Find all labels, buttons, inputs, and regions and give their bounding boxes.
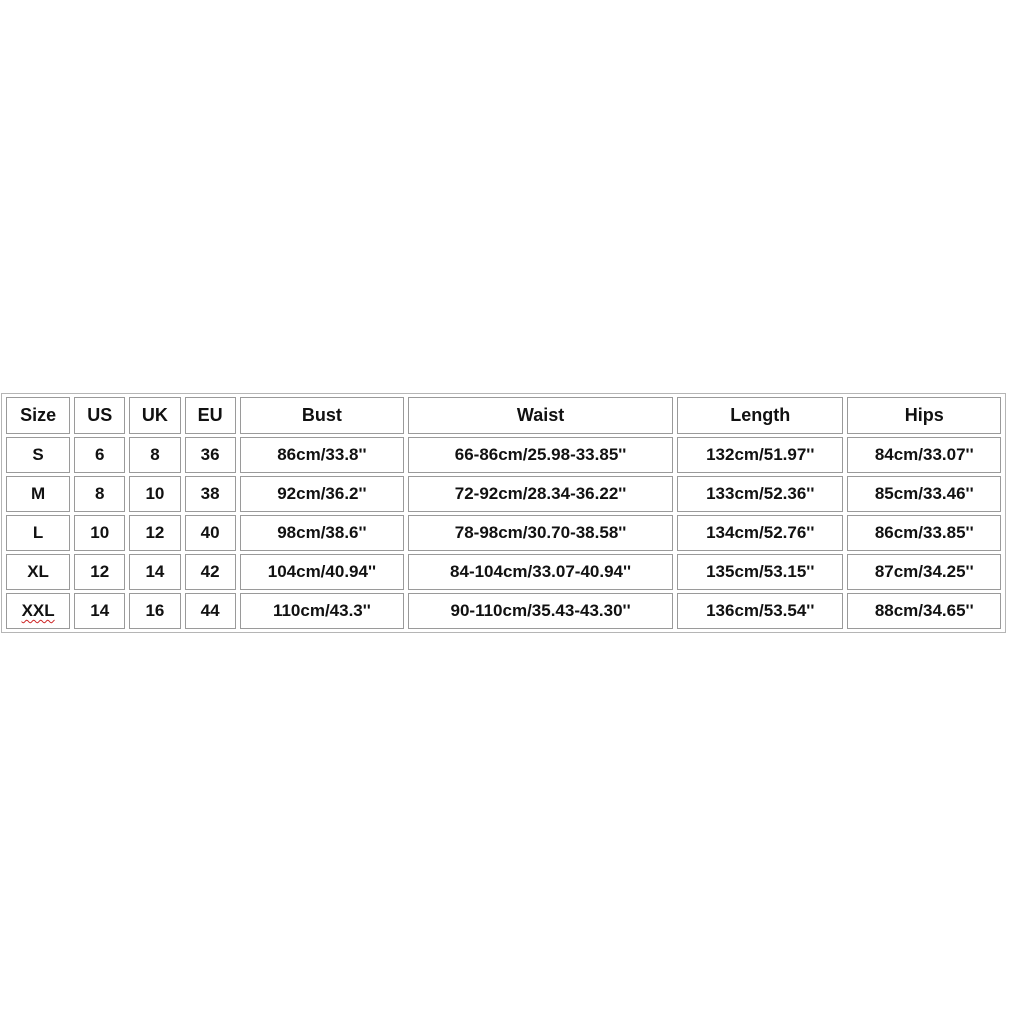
table-row: [6, 437, 1001, 473]
cell-hips: 84cm/33.07'': [847, 437, 1001, 473]
cell-us: 10: [74, 515, 125, 551]
cell-eu: 44: [185, 593, 236, 629]
cell-hips: 86cm/33.85'': [847, 515, 1001, 551]
table-row: [6, 476, 1001, 512]
header-cell-size: Size: [6, 397, 70, 434]
header-cell-uk: UK: [129, 397, 180, 434]
cell-uk: 10: [129, 476, 180, 512]
cell-length: 136cm/53.54'': [677, 593, 844, 629]
table-row: [6, 515, 1001, 551]
header-cell-us: US: [74, 397, 125, 434]
cell-uk: 8: [129, 437, 180, 473]
cell-bust: 86cm/33.8'': [240, 437, 405, 473]
cell-bust: 104cm/40.94'': [240, 554, 405, 590]
cell-size: L: [6, 515, 70, 551]
header-cell-waist: Waist: [408, 397, 673, 434]
cell-us: 12: [74, 554, 125, 590]
cell-hips: 85cm/33.46'': [847, 476, 1001, 512]
header-cell-bust: Bust: [240, 397, 405, 434]
cell-length: 135cm/53.15'': [677, 554, 844, 590]
cell-size: XL: [6, 554, 70, 590]
cell-bust: 110cm/43.3'': [240, 593, 405, 629]
cell-uk: 14: [129, 554, 180, 590]
cell-length: 133cm/52.36'': [677, 476, 844, 512]
header-cell-eu: EU: [185, 397, 236, 434]
cell-us: 6: [74, 437, 125, 473]
cell-size: M: [6, 476, 70, 512]
cell-eu: 42: [185, 554, 236, 590]
cell-size: S: [6, 437, 70, 473]
table-row: [6, 554, 1001, 590]
cell-waist: 84-104cm/33.07-40.94'': [408, 554, 673, 590]
cell-length: 132cm/51.97'': [677, 437, 844, 473]
size-chart-table: [1, 393, 1006, 633]
cell-hips: 87cm/34.25'': [847, 554, 1001, 590]
cell-uk: 16: [129, 593, 180, 629]
cell-bust: 92cm/36.2'': [240, 476, 405, 512]
cell-size-text: XXL: [21, 601, 55, 620]
cell-length: 134cm/52.76'': [677, 515, 844, 551]
cell-us: 14: [74, 593, 125, 629]
header-cell-hips: Hips: [847, 397, 1001, 434]
cell-waist: 66-86cm/25.98-33.85'': [408, 437, 673, 473]
cell-eu: 38: [185, 476, 236, 512]
header-cell-length: Length: [677, 397, 844, 434]
cell-bust: 98cm/38.6'': [240, 515, 405, 551]
cell-hips: 88cm/34.65'': [847, 593, 1001, 629]
cell-waist: 90-110cm/35.43-43.30'': [408, 593, 673, 629]
cell-uk: 12: [129, 515, 180, 551]
cell-waist: 78-98cm/30.70-38.58'': [408, 515, 673, 551]
table-header-row: [6, 397, 1001, 434]
cell-eu: 40: [185, 515, 236, 551]
cell-waist: 72-92cm/28.34-36.22'': [408, 476, 673, 512]
cell-size: [6, 593, 70, 629]
cell-eu: 36: [185, 437, 236, 473]
cell-us: 8: [74, 476, 125, 512]
table-row: [6, 593, 1001, 629]
